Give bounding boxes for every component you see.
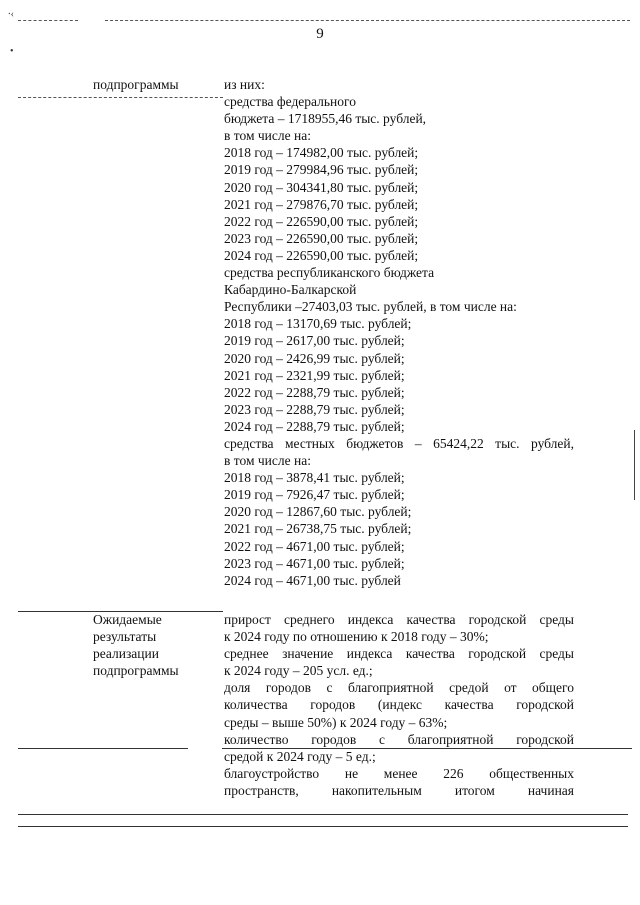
page-number: 9 — [316, 26, 324, 42]
funding-details — [224, 76, 574, 589]
funding-line: бюджета – 1718955,46 тыс. рублей, — [224, 111, 427, 127]
funding-year-line: 2021 год – 2321,99 тыс. рублей; — [224, 367, 405, 383]
results-line: пространств, накопительным итогом начиная — [224, 782, 574, 798]
results-line: среднее значение индекса качества городской среды — [224, 646, 574, 662]
results-line: доля городов с благоприятной средой от общего — [224, 680, 574, 696]
funding-year-line: 2024 год – 4671,00 тыс. рублей — [224, 572, 401, 588]
results-line: к 2024 году – 205 усл. ед.; — [224, 663, 373, 679]
funding-line: Республики –27403,03 тыс. рублей, в том числе на: — [224, 299, 517, 315]
funding-line: Кабардино-Балкарской — [224, 282, 357, 298]
funding-line: в том числе на: — [224, 128, 311, 144]
funding-label-text: подпрограммы — [93, 77, 179, 92]
funding-year-line: 2024 год – 2288,79 тыс. рублей; — [224, 418, 405, 434]
funding-year-line: 2018 год – 174982,00 тыс. рублей; — [224, 145, 419, 161]
results-line: среды – выше 50%) к 2024 году – 63%; — [224, 714, 448, 730]
table-row-divider — [18, 97, 223, 98]
results-line: прирост среднего индекса качества городской среды — [224, 612, 574, 627]
funding-year-line: 2020 год – 2426,99 тыс. рублей; — [224, 350, 405, 366]
funding-year-line: 2023 год – 2288,79 тыс. рублей; — [224, 401, 405, 417]
table-row-divider — [18, 748, 188, 749]
scan-mark: ⸱‹ — [8, 9, 15, 20]
funding-year-line: 2023 год – 226590,00 тыс. рублей; — [224, 230, 419, 246]
results-label — [93, 611, 213, 679]
funding-year-line: 2022 год – 226590,00 тыс. рублей; — [224, 213, 419, 229]
results-details — [224, 611, 574, 799]
results-line: к 2024 году по отношению к 2018 году – 30%; — [224, 629, 489, 645]
funding-line: средства федерального — [224, 94, 356, 110]
table-bottom-line — [18, 826, 628, 827]
funding-year-line: 2018 год – 13170,69 тыс. рублей; — [224, 316, 412, 332]
results-line: благоустройство не менее 226 общественных — [224, 765, 574, 781]
scan-edge — [634, 430, 635, 500]
funding-year-line: 2022 год – 2288,79 тыс. рублей; — [224, 384, 405, 400]
table-bottom-line — [18, 814, 628, 815]
funding-year-line: 2024 год – 226590,00 тыс. рублей; — [224, 247, 419, 263]
funding-year-line: 2018 год – 3878,41 тыс. рублей; — [224, 470, 405, 486]
scan-mark: • — [10, 46, 14, 57]
funding-line: средства местных бюджетов – 65424,22 тыс. рублей, — [224, 435, 574, 451]
funding-line: в том числе на: — [224, 453, 311, 469]
results-label-text: результаты — [93, 629, 157, 644]
results-label-text: Ожидаемые — [93, 612, 162, 627]
funding-year-line: 2019 год – 2617,00 тыс. рублей; — [224, 333, 405, 349]
results-label-text: реализации — [93, 646, 159, 661]
results-label-text: подпрограммы — [93, 663, 179, 678]
top-divider-left — [18, 20, 78, 21]
funding-year-line: 2019 год – 279984,96 тыс. рублей; — [224, 162, 419, 178]
funding-year-line: 2021 год – 26738,75 тыс. рублей; — [224, 521, 412, 537]
funding-label — [93, 76, 213, 93]
funding-line: средства республиканского бюджета — [224, 265, 435, 281]
funding-line: из них: — [224, 77, 265, 92]
results-line: количество городов с благоприятной городской — [224, 731, 574, 747]
funding-year-line: 2020 год – 12867,60 тыс. рублей; — [224, 504, 412, 520]
top-divider-right — [105, 20, 630, 21]
funding-year-line: 2019 год – 7926,47 тыс. рублей; — [224, 487, 405, 503]
funding-year-line: 2020 год – 304341,80 тыс. рублей; — [224, 179, 419, 195]
funding-year-line: 2021 год – 279876,70 тыс. рублей; — [224, 196, 419, 212]
results-line: количества городов (индекс качества городской — [224, 697, 574, 713]
funding-year-line: 2023 год – 4671,00 тыс. рублей; — [224, 555, 405, 571]
results-line: средой к 2024 году – 5 ед.; — [224, 748, 376, 764]
funding-year-line: 2022 год – 4671,00 тыс. рублей; — [224, 538, 405, 554]
